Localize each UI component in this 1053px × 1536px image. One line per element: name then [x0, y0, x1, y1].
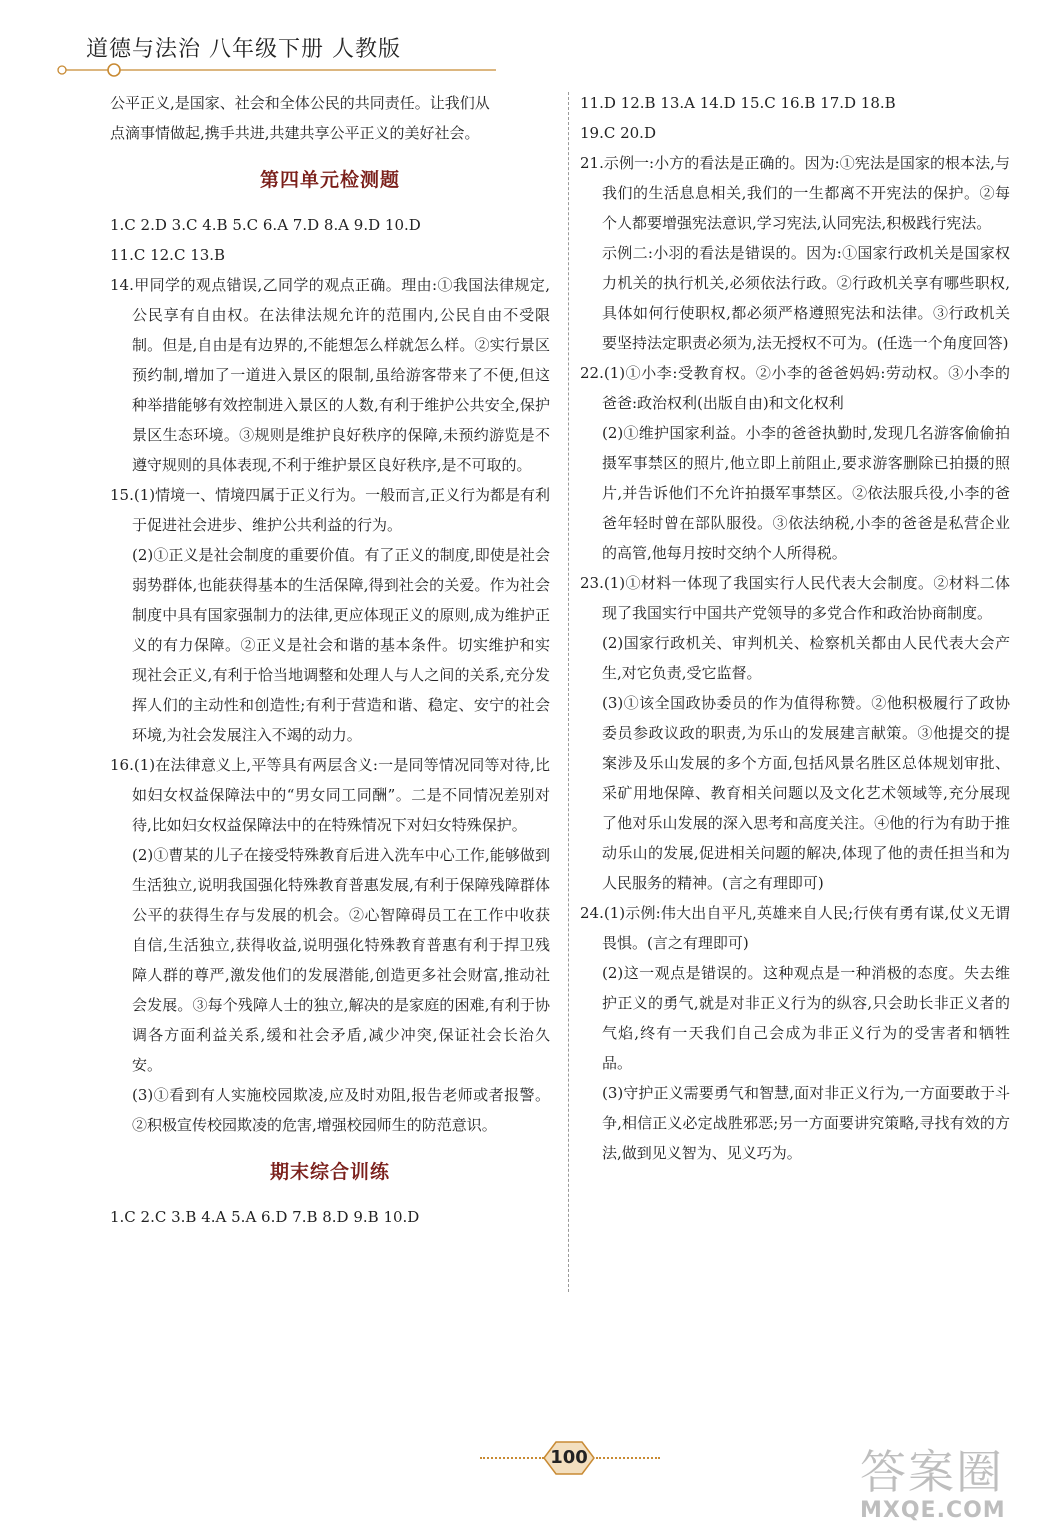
page-number: 100	[550, 1447, 588, 1468]
final-answers-row-1: 1.C 2.C 3.B 4.A 5.A 6.D 7.B 8.D 9.B 10.D	[110, 1208, 420, 1226]
watermark-logo: 答案圈	[860, 1445, 1004, 1499]
footer-dots-left	[480, 1457, 544, 1459]
answer-24-part-3: (3)守护正义需要勇气和智慧,面对非正义行为,一方面要敢于斗争,相信正义必定战胜邪恶;另一方面要讲究策略,寻找有效的方法,做到见义智为、见义巧为。	[602, 1084, 1010, 1162]
answer-21-example-2: 示例二:小羽的看法是错误的。因为:①国家行政机关是国家权力机关的执行机关,必须依法行政。②行政机关享有哪些职权,具体如何行使职权,都必须严格遵照宪法和法律。③行政机关要坚持法定职责必须为,法无授权不可为。(任选一个角度回答)	[602, 244, 1010, 352]
answer-24-part-1: 24.(1)示例:伟大出自平凡,英雄来自人民;行侠有勇有谋,仗义无谓畏惧。(言之有理即可)	[580, 904, 1010, 952]
page-header	[56, 20, 496, 80]
unit4-answers-row-1: 1.C 2.D 3.C 4.B 5.C 6.A 7.D 8.A 9.D 10.D	[110, 216, 421, 234]
book-title: 道德与法治 八年级下册 人教版	[86, 37, 401, 62]
answer-21-example-1: 21.示例一:小方的看法是正确的。因为:①宪法是国家的根本法,与我们的生活息息相关,我们的一生都离不开宪法的保护。②每个人都要增强宪法意识,学习宪法,认同宪法,积极践行宪法。	[580, 154, 1010, 232]
unit4-heading: 第四单元检测题	[259, 169, 400, 191]
answer-22-part-2: (2)①维护国家利益。小李的爸爸执勤时,发现几名游客偷偷拍摄军事禁区的照片,他立即上前阻止,要求游客删除已拍摄的照片,并告诉他们不允许拍摄军事禁区。②依法服兵役,小李的爸爸年轻时曾在部队服役。③依法纳税,小李的爸爸是私营企业的高管,他每月按时交纳个人所得税。	[602, 424, 1010, 562]
answer-15-part-1: 15.(1)情境一、情境四属于正义行为。一般而言,正义行为都是有利于促进社会进步、维护公共利益的行为。	[110, 486, 550, 534]
intro-line-1: 公平正义,是国家、社会和全体公民的共同责任。让我们从	[110, 94, 490, 112]
page-footer	[480, 1440, 660, 1476]
answer-16-part-2: (2)①曹某的儿子在接受特殊教育后进入洗车中心工作,能够做到生活独立,说明我国强化特殊教育普惠发展,有利于保障残障群体公平的获得生存与发展的机会。②心智障碍员工在工作中收获自信,生活独立,获得收益,说明强化特殊教育普惠有利于捍卫残障人群的尊严,激发他们的发展潜能,创造更多社会财富,推动社会发展。③每个残障人士的独立,解决的是家庭的困难,有利于协调各方面利益关系,缓和社会矛盾,减少冲突,保证社会长治久安。	[132, 846, 550, 1074]
answer-16-part-3: (3)①看到有人实施校园欺凌,应及时劝阻,报告老师或者报警。②积极宣传校园欺凌的危害,增强校园师生的防范意识。	[132, 1086, 550, 1134]
answer-16-part-1: 16.(1)在法律意义上,平等具有两层含义:一是同等情况同等对待,比如妇女权益保障法中的“男女同工同酬”。二是不同情况差别对待,比如妇女权益保障法中的在特殊情况下对妇女特殊保护。	[110, 756, 550, 834]
answer-22-part-1: 22.(1)①小李:受教育权。②小李的爸爸妈妈:劳动权。③小李的爸爸:政治权利(出版自由)和文化权利	[580, 364, 1010, 412]
watermark	[860, 1446, 1040, 1526]
footer-dots-right	[596, 1457, 660, 1459]
unit4-answers-row-2: 11.C 12.C 13.B	[110, 246, 226, 264]
intro-line-2: 点滴事情做起,携手共进,共建共享公平正义的美好社会。	[110, 124, 480, 142]
final-answers-row-2: 11.D 12.B 13.A 14.D 15.C 16.B 17.D 18.B	[580, 94, 896, 112]
column-divider	[568, 92, 570, 1292]
answer-14: 14.甲同学的观点错误,乙同学的观点正确。理由:①我国法律规定,公民享有自由权。在法律法规允许的范围内,公民自由不受限制。但是,自由是有边界的,不能想怎么样就怎么样。②实行景区预约制,增加了一道进入景区的限制,虽给游客带来了不便,但这种举措能够有效控制进入景区的人数,有利于维护公共安全,保护景区生态环境。③规则是维护良好秩序的保障,未预约游览是不遵守规则的具体表现,不利于维护景区良好秩序,是不可取的。	[110, 276, 550, 474]
answer-24-part-2: (2)这一观点是错误的。这种观点是一种消极的态度。失去维护正义的勇气,就是对非正义行为的纵容,只会助长非正义者的气焰,终有一天我们自己会成为非正义行为的受害者和牺牲品。	[602, 964, 1010, 1072]
watermark-url: MXQE.COM	[860, 1498, 1006, 1523]
left-column	[110, 88, 550, 1232]
answer-23-part-2: (2)国家行政机关、审判机关、检察机关都由人民代表大会产生,对它负责,受它监督。	[602, 634, 1010, 682]
right-column	[580, 88, 1010, 1168]
answer-23-part-1: 23.(1)①材料一体现了我国实行人民代表大会制度。②材料二体现了我国实行中国共产党领导的多党合作和政治协商制度。	[580, 574, 1010, 622]
answer-15-part-2: (2)①正义是社会制度的重要价值。有了正义的制度,即使是社会弱势群体,也能获得基本的生活保障,得到社会的关爱。作为社会制度中具有国家强制力的法律,更应体现正义的原则,成为维护正义的有力保障。②正义是社会和谐的基本条件。切实维护和实现社会正义,有利于恰当地调整和处理人与人之间的关系,充分发挥人们的主动性和创造性;有利于营造和谐、稳定、安宁的社会环境,为社会发展注入不竭的动力。	[132, 546, 550, 744]
final-answers-row-3: 19.C 20.D	[580, 124, 656, 142]
answer-23-part-3: (3)①该全国政协委员的作为值得称赞。②他积极履行了政协委员参政议政的职责,为乐山的发展建言献策。③他提交的提案涉及乐山发展的多个方面,包括风景名胜区总体规划审批、采矿用地保障、教育相关问题以及文化艺术领域等,充分展现了他对乐山发展的深入思考和高度关注。④他的行为有助于推动乐山的发展,促进相关问题的解决,体现了他的责任担当和为人民服务的精神。(言之有理即可)	[602, 694, 1010, 892]
final-review-heading: 期末综合训练	[269, 1161, 390, 1183]
